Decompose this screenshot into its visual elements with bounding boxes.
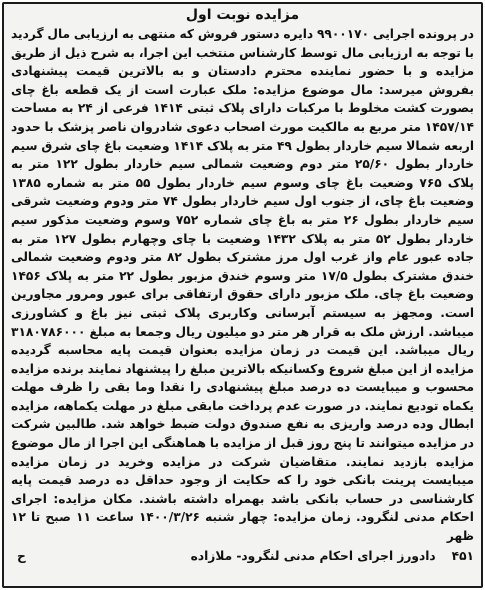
notice-body: در پرونده اجرایی ۹۹۰۰۱۷۰ دایره دستور فروش که منتهی به ارزیابی مال گردید با توجه به ارزیابی مال توسط کارشناس منتخب این اجرا، به شرح ذیل از طریق مزایده و با حضور نماینده محترم دادستان و به بالاترین قیمت پیشنهادی بفروش میرسد: مال موضوع مزایده: ملک عبارت است از یک قطعه باغ چای بصورت کشت مخلوط با مرکبات دارای پلاک ثبتی ۱۴۱۴ فرعی از ۲۴ به مساحت ۱۴۵۷/۱۴ متر مربع به مالکیت مورث اصحاب دعوی شادروان ناصر پزشک با حدود اربعه شمالا سیم خاردار بطول ۴۹ متر به پلاک ۱۴۱۴ وضعیت باغ چای شرق سیم خاردار بطول ۲۵/۶۰ متر دوم وضعیت شمالی سیم خاردار بطول ۱۲۲ متر به پلاک ۷۶۵ وضعیت باغ چای وسوم سیم خاردار بطول ۵۵ متر به شماره ۱۳۸۵ وضعیت باغ چای، از جنوب اول سیم خاردار بطول ۷۴ متر ودوم وضعیت شرقی سیم خاردار بطول ۲۶ متر به باغ چای شماره ۷۵۲ وسوم وضعیت مذکور سیم خاردار بطول ۵۲ متر به پلاک ۱۴۳۲ وضعیت با چای وچهارم بطول ۱۲۷ متر به جاده عبور عام واز غرب اول مرز مشترک بطول ۸۲ متر ودوم وضعیت شمالی خندق مشترک بطول ۱۷/۵ متر وسوم خندق مزبور بطول ۲۲ متر به پلاک ۱۴۵۶ وضعیت باغ چای. ملک مزبور دارای حقوق ارتفاقی برای عبور ومرور مجاورین است. ومجهز به سیستم آبرسانی وکاربری پلاک ثبتی نیز باغ و کشاورزی میباشد. ارزش ملک به قرار هر متر دو میلیون ریال وجمعا به مبلغ ۳۱۸۰۷۸۶۰۰۰ ریال میباشد. این قیمت در زمان مزایده بعنوان قیمت پایه محاسبه گردیده مزایده از این مبلغ شروع وکسانیکه بالاترین مبلغ را پیشنهاد نمایند برنده مزایده محسوب و میبایست ده درصد مبلغ پیشنهادی را نقدا وما بقی را ظرف مهلت یکماه تودیع نمایند. در صورت عدم پرداخت مابقی مبلغ در مهلت یکماهه، مزایده ابطال وده درصد واریزی به نفع صندوق دولت ضبط خواهد شد. طالبین شرکت در مزایده میتوانند تا پنج روز قبل از مزایده با هماهنگی این اجرا از مال موضوع مزایده بازدید نمایند. متقاضیان شرکت در مزایده وخرید در زمان مزایده میبایست پرینت بانکی خود را که حکایت از وجود حداقل ده درصد قیمت پایه کارشناسی در حساب بانکی باشد بهمراه داشته باشند. مکان مزایده: اجرای احکام مدنی لنگرود. زمان مزایده: چهار شنبه ۱۴۰۰/۳/۲۶ ساعت ۱۱ صبح تا ۱۲ ظهر <box>11 27 475 544</box>
footer-signature: دادورز اجرای احکام مدنی لنگرود- ملازاده <box>190 548 436 563</box>
footer-code: ۴۵۱ <box>451 548 474 563</box>
footer-right-group <box>191 547 474 565</box>
footer-ha-mark: ح <box>17 548 26 563</box>
notice-footer <box>11 547 474 565</box>
auction-notice <box>2 2 483 588</box>
notice-title: مزایده نوبت اول <box>185 7 300 23</box>
